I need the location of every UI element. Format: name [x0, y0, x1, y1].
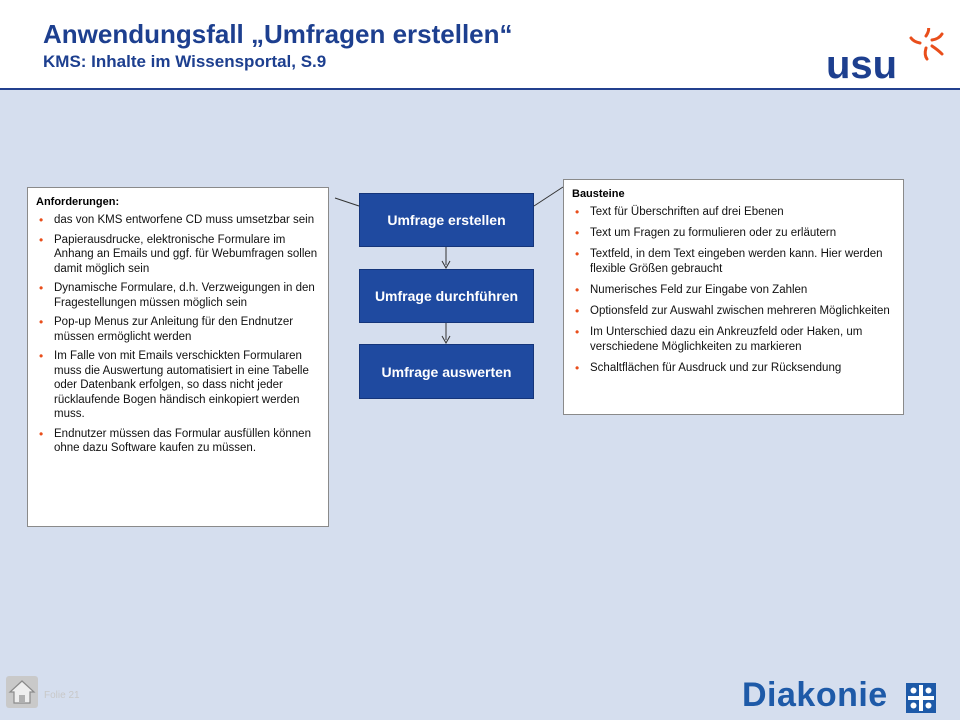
bullet-icon: •	[39, 213, 44, 227]
usu-logo	[826, 28, 946, 82]
bullet-icon: •	[575, 283, 580, 297]
list-item: • Text für Überschriften auf drei Ebenen	[575, 205, 784, 219]
bausteine-title: Bausteine	[572, 188, 625, 200]
list-item: • das von KMS entworfene CD muss umsetzbar sein	[39, 213, 315, 227]
slide-header	[0, 0, 960, 89]
bullet-icon: •	[39, 426, 44, 441]
step-umfrage-durchfuehren: Umfrage durchführen	[359, 269, 534, 323]
diakonie-cross-icon	[906, 683, 936, 713]
usu-logo-text: usu	[826, 43, 898, 82]
bullet-icon: •	[575, 205, 580, 219]
bausteine-box	[563, 179, 904, 415]
slide-title: Anwendungsfall „Umfragen erstellen“	[43, 19, 513, 49]
bullet-icon: •	[575, 226, 580, 240]
requirements-title: Anforderungen:	[36, 196, 120, 208]
bullet-icon: •	[39, 349, 44, 363]
bullet-icon: •	[39, 315, 44, 329]
home-icon	[6, 676, 38, 708]
list-item: • Im Unterschied dazu ein Ankreuzfeld oder Haken, um verschiedene Möglichkeiten zu markieren	[575, 325, 863, 353]
step-umfrage-erstellen: Umfrage erstellen	[359, 193, 534, 247]
list-item: • Optionsfeld zur Auswahl zwischen mehreren Möglichkeiten	[575, 304, 890, 318]
bullet-icon: •	[575, 247, 580, 261]
bullet-icon: •	[575, 304, 580, 318]
bausteine-list	[572, 205, 895, 376]
list-item: • Text um Fragen zu formulieren oder zu erläutern	[575, 226, 837, 240]
home-button[interactable]	[6, 676, 38, 708]
diakonie-logo-text: Diakonie	[742, 676, 888, 714]
bullet-icon: •	[575, 361, 580, 375]
list-item: • Papierausdrucke, elektronische Formulare im Anhang an Emails und ggf. für Webumfragen sollen damit möglich sein	[39, 232, 318, 275]
slide-subtitle: KMS: Inhalte im Wissensportal, S.9	[43, 52, 327, 71]
list-item: • Schaltflächen für Ausdruck und zur Rücksendung	[575, 361, 842, 375]
step-umfrage-auswerten: Umfrage auswerten	[359, 344, 534, 399]
slide-number: Folie 21	[44, 690, 80, 701]
usu-star-icon	[911, 28, 942, 59]
list-item: • Endnutzer müssen das Formular ausfüllen können ohne dazu Software kaufen zu müssen.	[39, 426, 311, 454]
list-item: • Im Falle von mit Emails verschickten Formularen muss die Auswertung automatisiert in eine Tabelle oder Datenbank erfolgen, so dass nicht jeder rücklaufende Bogen händisch einkopiert werden muss.	[39, 349, 309, 420]
list-item: • Dynamische Formulare, d.h. Verzweigungen in den Fragestellungen müssen möglich sein	[39, 281, 315, 309]
requirements-box	[27, 187, 329, 527]
bullet-icon: •	[575, 325, 580, 339]
list-item: • Textfeld, in dem Text eingeben werden kann. Hier werden flexible Größen gebraucht	[575, 247, 883, 275]
list-item: • Numerisches Feld zur Eingabe von Zahlen	[575, 283, 808, 297]
bullet-icon: •	[39, 232, 44, 247]
requirements-list	[36, 213, 320, 456]
list-item: • Pop-up Menus zur Anleitung für den Endnutzer müssen ermöglicht werden	[39, 315, 294, 343]
bullet-icon: •	[39, 281, 44, 295]
